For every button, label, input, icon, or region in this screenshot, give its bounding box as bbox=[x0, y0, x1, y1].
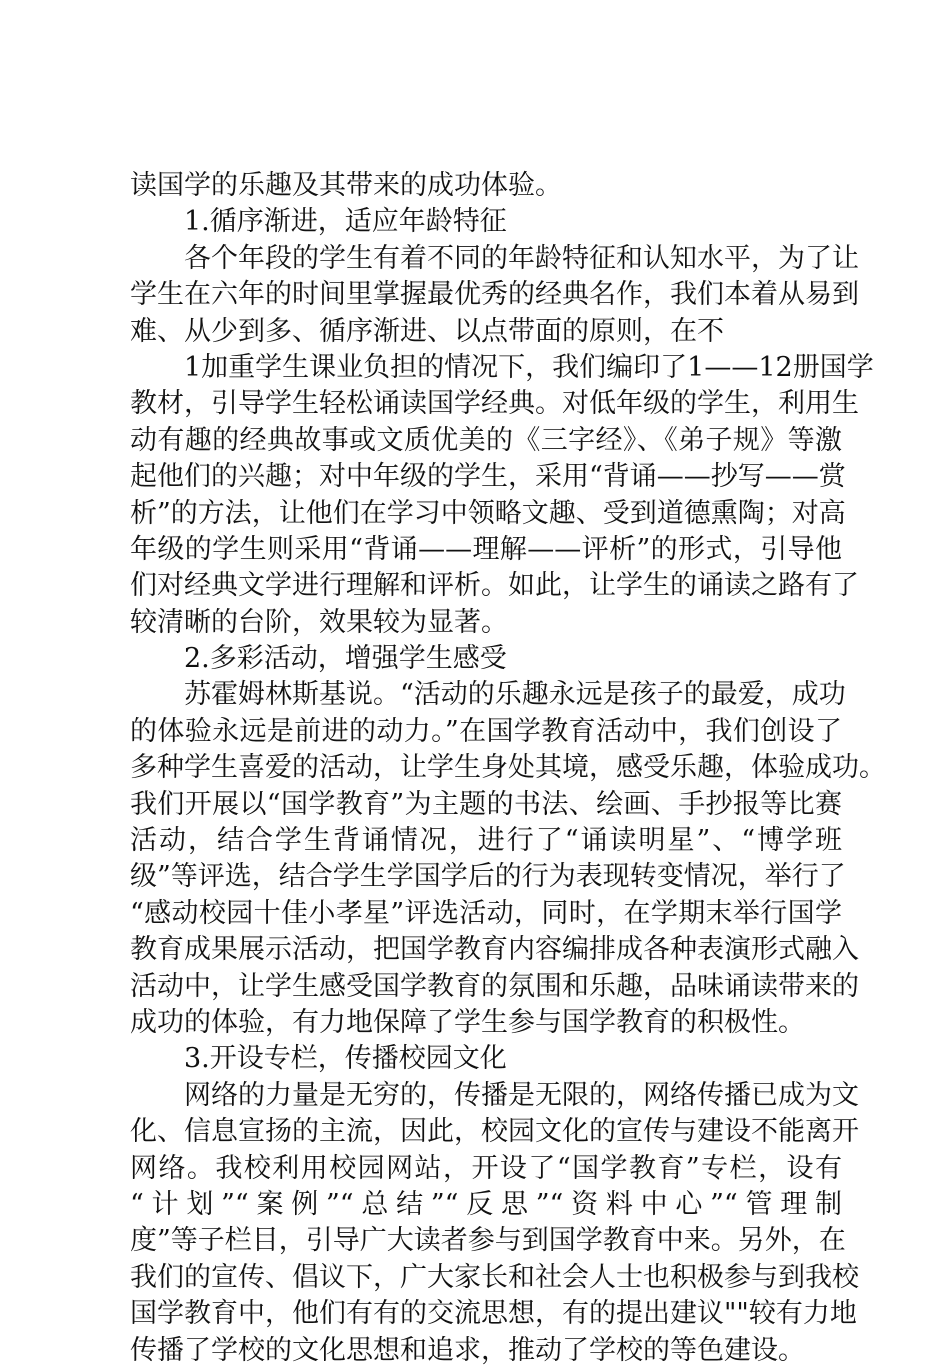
paragraph bbox=[130, 241, 859, 350]
text-line: 多种学生喜爱的活动，让学生身处其境，感受乐趣，体验成功。 bbox=[130, 752, 886, 784]
text-line: 析”的方法，让他们在学习中领略文趣、受到道德熏陶；对高 bbox=[130, 497, 846, 529]
text-line: 网络。我校利用校园网站，开设了“国学教育”专栏，设有 bbox=[130, 1152, 842, 1184]
text-line: 1加重学生课业负担的情况下，我们编印了1——12册国学 bbox=[184, 351, 874, 383]
text-line: 国学教育中，他们有有的交流思想，有的提出建议""较有力地 bbox=[130, 1298, 857, 1330]
text-line: 教育成果展示活动，把国学教育内容编排成各种表演形式融入 bbox=[130, 934, 859, 966]
text-line: 学生在六年的时间里掌握最优秀的经典名作，我们本着从易到 bbox=[130, 279, 859, 311]
text-line: 成功的体验，有力地保障了学生参与国学教育的积极性。 bbox=[130, 1006, 805, 1038]
text-line: 难、从少到多、循序渐进、以点带面的原则，在不 bbox=[130, 315, 724, 347]
section-heading: 3.开设专栏，传播校园文化 bbox=[184, 1043, 507, 1075]
text-line: 我们开展以“国学教育”为主题的书法、绘画、手抄报等比赛 bbox=[130, 788, 842, 820]
text-line: 读国学的乐趣及其带来的成功体验。 bbox=[130, 170, 562, 201]
text-line: 们对经典文学进行理解和评析。如此，让学生的诵读之路有了 bbox=[130, 570, 859, 602]
text-line: 动有趣的经典故事或文质优美的《三字经》、《弟子规》等激 bbox=[130, 424, 842, 456]
text-line: 教材，引导学生轻松诵读国学经典。对低年级的学生，利用生 bbox=[130, 388, 859, 420]
text-line: 网络的力量是无穷的，传播是无限的，网络传播已成为文 bbox=[184, 1079, 859, 1111]
text-line: 传播了学校的文化思想和追求，推动了学校的等色建设。 bbox=[130, 1334, 805, 1366]
text-line: 化、信息宣扬的主流，因此，校园文化的宣传与建设不能离开 bbox=[130, 1116, 859, 1148]
text-line: 级”等评选，结合学生学国学后的行为表现转变情况，举行了 bbox=[130, 861, 846, 893]
paragraph bbox=[130, 168, 842, 204]
text-line: 年级的学生则采用“背诵——理解——评析”的形式，引导他 bbox=[130, 533, 842, 565]
paragraph bbox=[130, 350, 874, 641]
text-line: “感动校园十佳小孝星”评选活动，同时，在学期末举行国学 bbox=[130, 897, 842, 929]
section-heading: 2.多彩活动，增强学生感受 bbox=[184, 643, 507, 675]
text-line: “计划”“案例”“总结”“反思”“资料中心”“管理制 bbox=[130, 1188, 842, 1220]
text-line: 活动，结合学生背诵情况，进行了“诵读明星”、“博学班 bbox=[130, 825, 842, 857]
text-line: 较清晰的台阶，效果较为显著。 bbox=[130, 606, 508, 638]
text-line: 我们的宣传、倡议下，广大家长和社会人士也积极参与到我校 bbox=[130, 1261, 859, 1293]
document-body bbox=[130, 168, 886, 1369]
text-line: 活动中，让学生感受国学教育的氛围和乐趣，品味诵读带来的 bbox=[130, 970, 859, 1002]
section-heading: 1.循序渐进，适应年龄特征 bbox=[184, 206, 507, 238]
text-line: 度”等子栏目，引导广大读者参与到国学教育中来。另外，在 bbox=[130, 1225, 846, 1257]
text-line: 的体验永远是前进的动力。”在国学教育活动中，我们创设了 bbox=[130, 715, 842, 747]
text-line: 各个年段的学生有着不同的年龄特征和认知水平，为了让 bbox=[184, 242, 859, 274]
text-line: 苏霍姆林斯基说。“活动的乐趣永远是孩子的最爱，成功 bbox=[184, 679, 846, 711]
paragraph bbox=[130, 1078, 859, 1369]
text-line: 起他们的兴趣；对中年级的学生，采用“背诵——抄写——赏 bbox=[130, 461, 846, 493]
paragraph bbox=[130, 677, 886, 1041]
